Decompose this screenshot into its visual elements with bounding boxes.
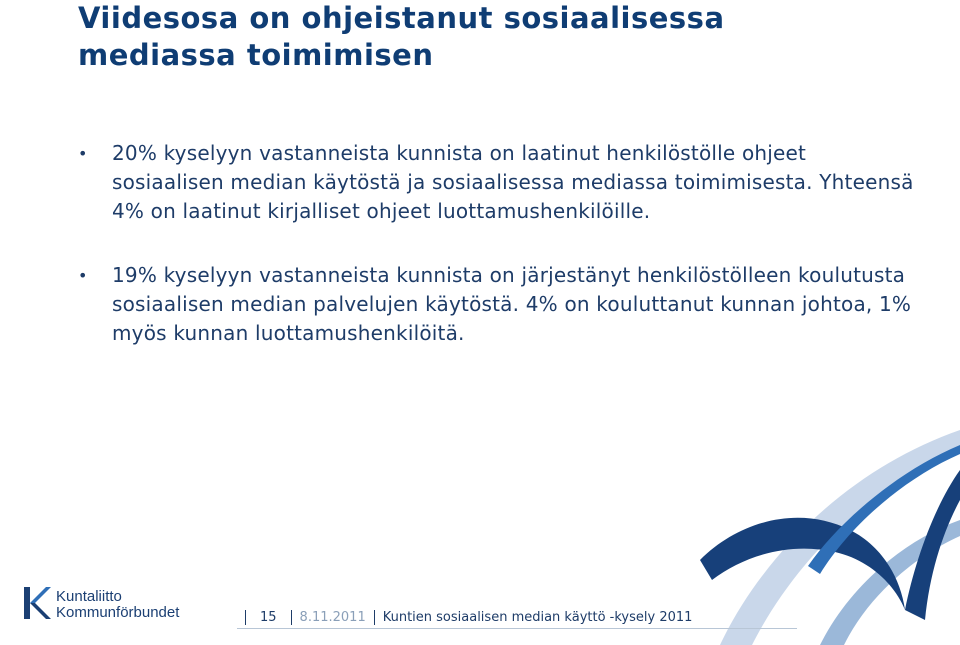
footer-separator: [245, 610, 246, 625]
footer-date: 8.11.2011: [299, 609, 366, 625]
logo-k-icon: [22, 583, 52, 623]
bullet-marker: •: [78, 266, 88, 285]
bullet-text: 19% kyselyyn vastanneista kunnista on järjestänyt henkilöstölleen koulutusta sosiaalisen median palvelujen käytöstä. 4% on kouluttanut kunnan johtoa, 1% myös kunnan luottamushenkilöitä.: [112, 263, 912, 345]
logo-line-1: Kuntaliitto: [56, 588, 122, 605]
logo-line-2: Kommunförbundet: [56, 604, 180, 621]
page-number: 15: [260, 609, 277, 625]
footer-divider: [237, 628, 797, 629]
bullet-text: 20% kyselyyn vastanneista kunnista on laatinut henkilöstölle ohjeet sosiaalisen median käytöstä ja sosiaalisessa mediassa toimimisesta. Yhteensä 4% on laatinut kirjalliset ohjeet luottamushenkilöille.: [112, 141, 914, 223]
footer-separator: [291, 610, 292, 625]
bullet-item: [78, 261, 918, 348]
logo-text: [56, 589, 179, 621]
slide-title: Viidesosa on ohjeistanut sosiaalisessa mediassa toimimisen: [78, 1, 725, 72]
footer-caption: Kuntien sosiaalisen median käyttö -kysely 2011: [382, 609, 693, 625]
kuntaliitto-logo: [22, 583, 222, 627]
bullet-list: [78, 139, 918, 348]
bullet-marker: •: [78, 144, 88, 163]
footer-separator: [374, 610, 375, 625]
footer: [237, 607, 692, 627]
bullet-item: [78, 139, 918, 226]
